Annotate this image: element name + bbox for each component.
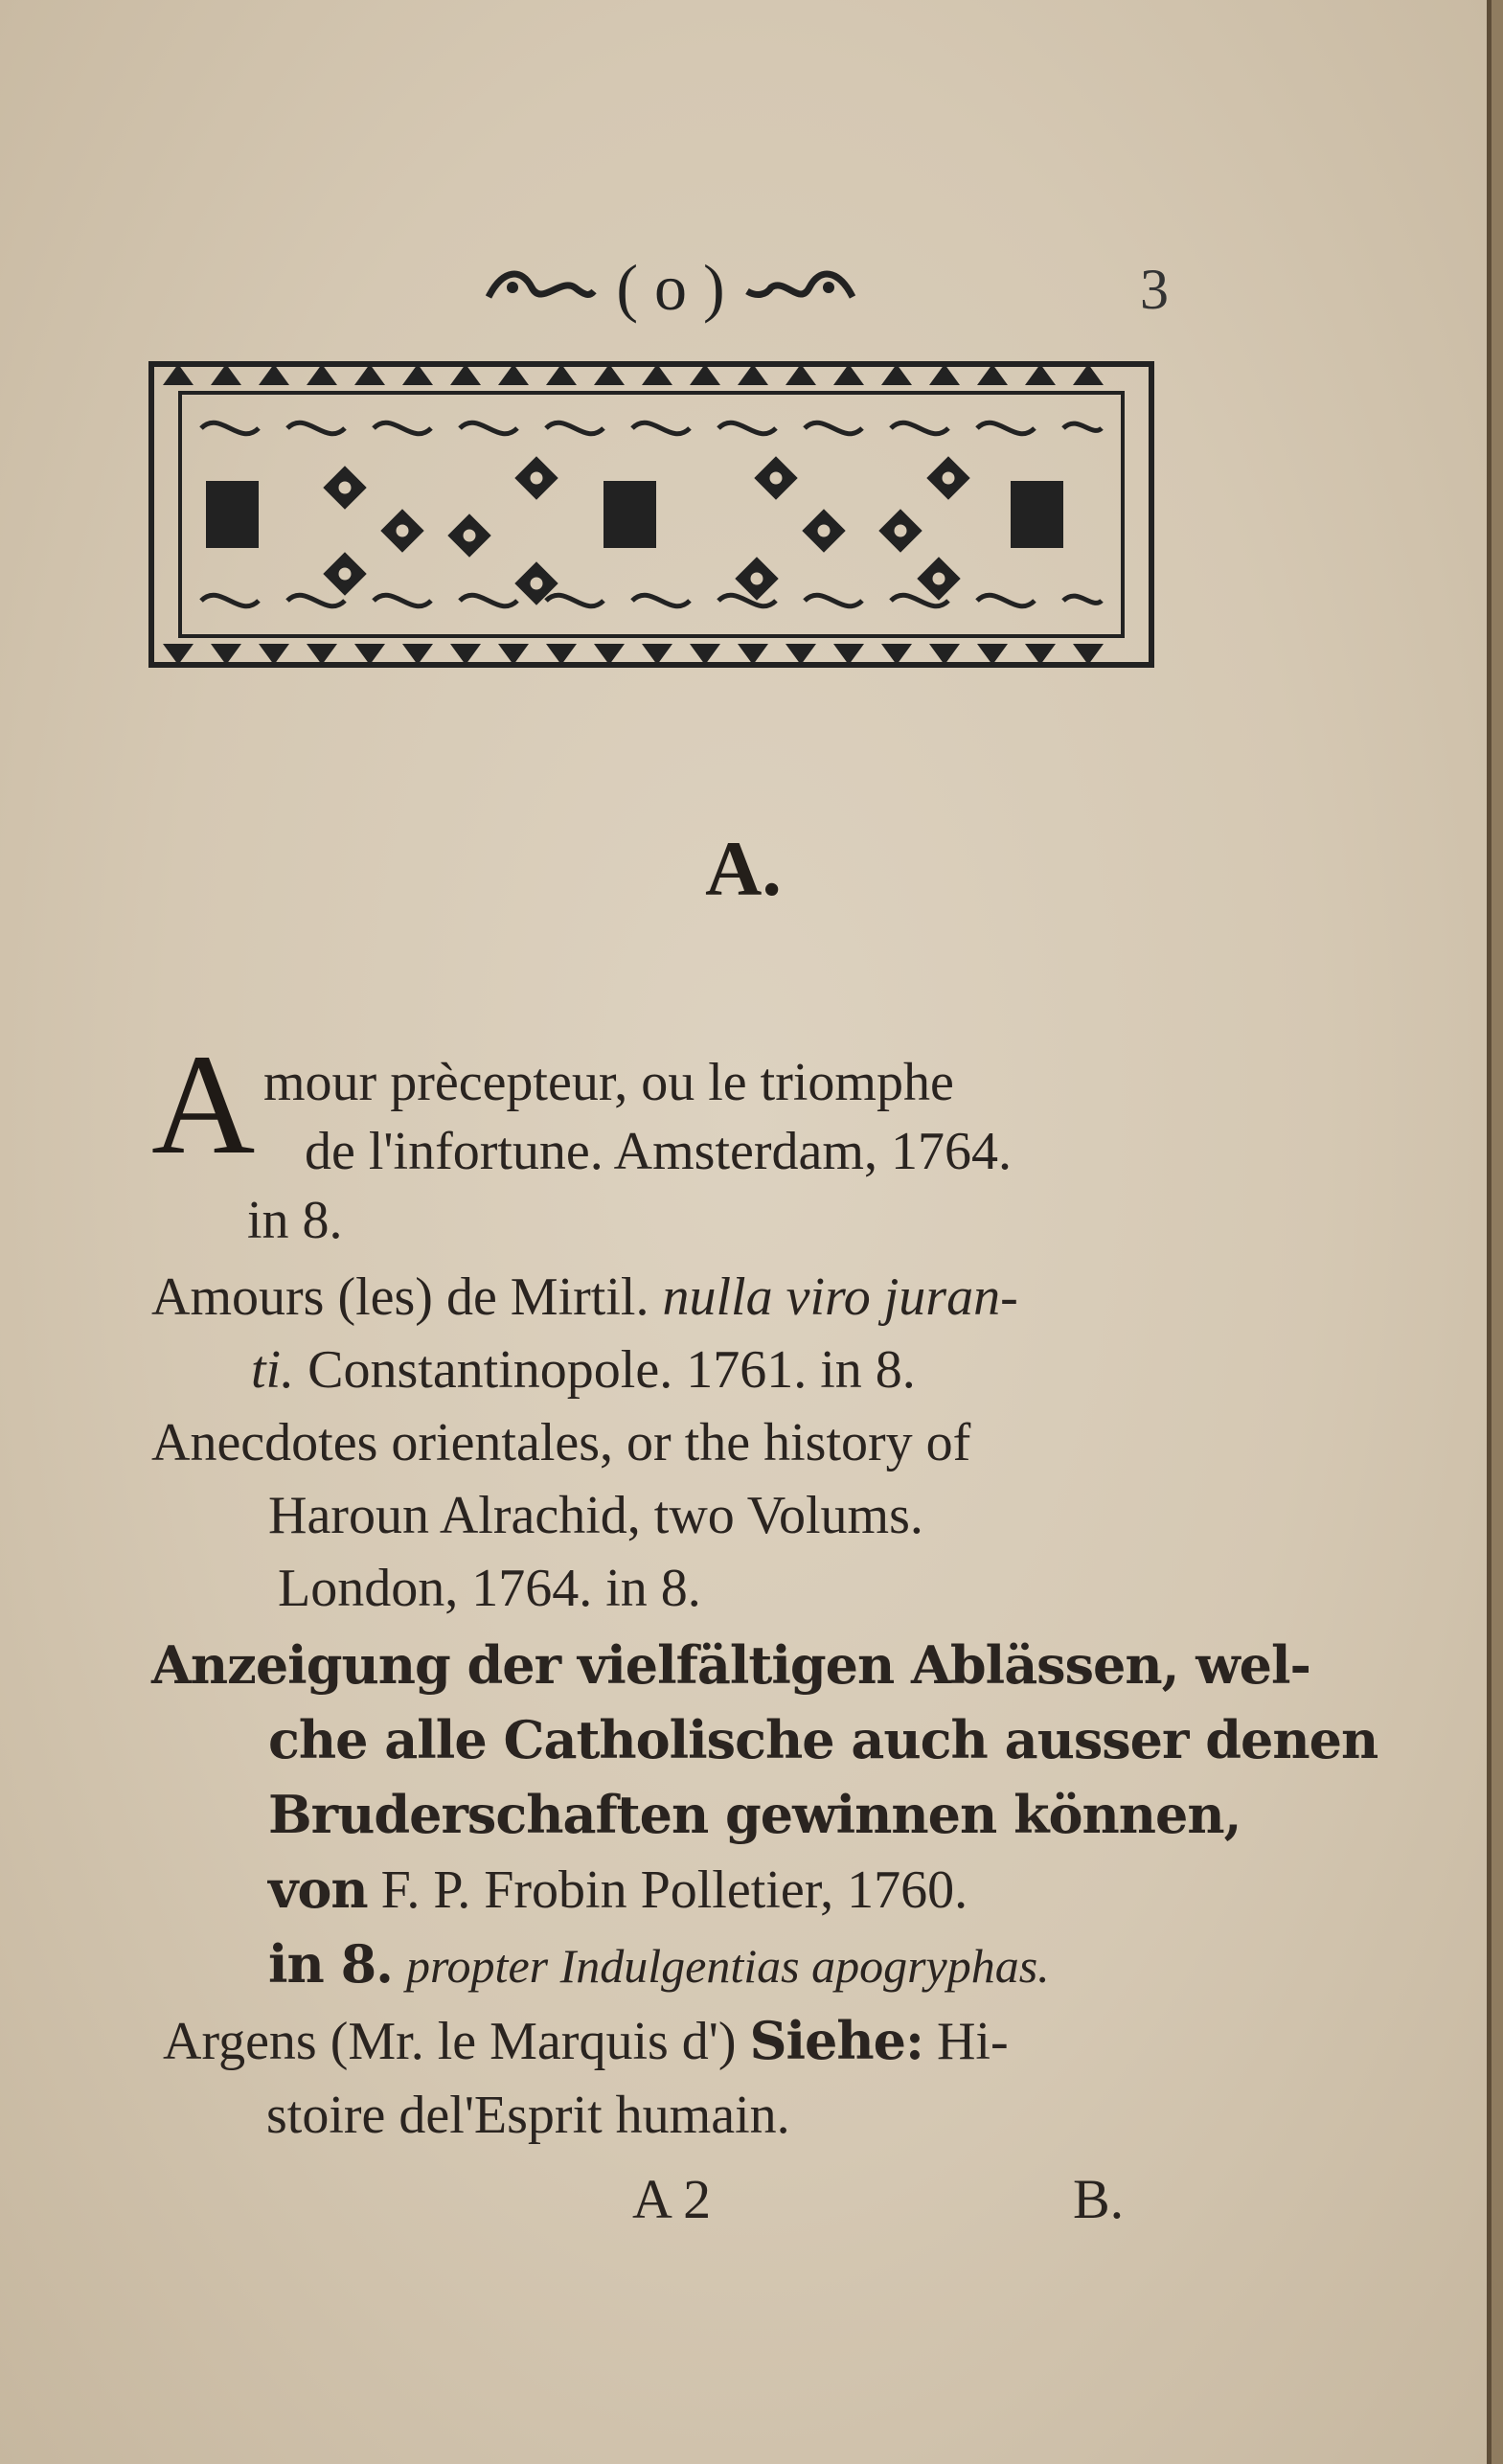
entry-text — [268, 1859, 968, 1921]
motto-text: nulla viro juran- — [662, 1267, 1018, 1327]
entry-text: Haroun Alrachid, two Volums. — [268, 1486, 923, 1545]
imprint-text: Constantinopole. 1761. in 8. — [307, 1340, 916, 1400]
entry-text-continued: Hi- — [936, 2012, 1009, 2071]
entry-text: che alle Catholische auch ausser denen — [268, 1709, 1378, 1770]
entry-text: London, 1764. in 8. — [278, 1559, 701, 1618]
motto-text: ti. — [251, 1340, 295, 1400]
running-head-text: ( o ) — [616, 250, 725, 324]
handwritten-note: propter Indulgentias apogryphas. — [405, 1939, 1050, 1993]
entry-title: Argens (Mr. le Marquis d') — [163, 2012, 737, 2071]
format-text: in 8. — [268, 1933, 393, 1995]
drop-cap: A — [151, 1025, 256, 1184]
headpiece-ornament-icon — [144, 356, 1159, 673]
page-number: 3 — [1140, 258, 1169, 321]
page-edge — [1487, 0, 1503, 2464]
entry-text — [268, 1933, 1050, 1996]
section-letter: A. — [705, 825, 782, 912]
entry-text — [151, 1266, 1018, 1328]
left-ornament-icon — [484, 259, 599, 316]
catchword: B. — [1073, 2168, 1125, 2230]
entry-text: Bruderschaften gewinnen können, — [268, 1784, 1241, 1845]
running-head — [421, 244, 920, 331]
fraktur-word: von — [268, 1859, 368, 1920]
entry-text: in 8. — [247, 1191, 343, 1250]
fraktur-word: Siehe: — [749, 2010, 923, 2071]
entry-text: mour prècepteur, ou le triomphe — [263, 1053, 954, 1112]
right-ornament-icon — [742, 259, 857, 316]
signature-mark: A 2 — [632, 2168, 712, 2230]
entry-text: de l'infortune. Amsterdam, 1764. — [305, 1122, 1012, 1181]
entry-text — [251, 1339, 916, 1401]
entry-text: stoire del'Esprit humain. — [266, 2086, 790, 2145]
entry-text: Anecdotes orientales, or the history of — [151, 1413, 971, 1472]
entry-text: Anzeigung der vielfältigen Ablässen, wel- — [151, 1634, 1310, 1696]
entry-text — [163, 2010, 1009, 2072]
author-text: F. P. Frobin Polletier, 1760. — [380, 1860, 968, 1920]
entry-title: Amours (les) de Mirtil. — [151, 1267, 649, 1327]
